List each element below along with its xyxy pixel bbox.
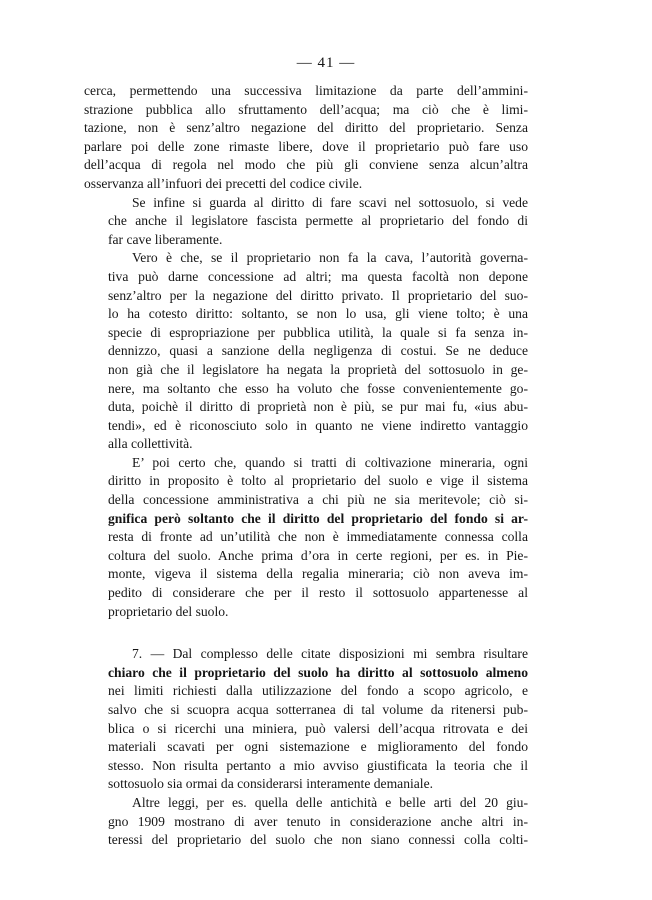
text-line: tazione, non è senz’altro negazione del diritto del proprietario. Senza <box>84 120 528 136</box>
text-line: specie di espropriazione per pubblica utilità, la quale si fa senza in- <box>108 324 528 340</box>
text-line: cerca, permettendo una successiva limitazione da parte dell’ammini- <box>84 83 528 98</box>
text-line: gno 1909 mostrano di aver tenuto in considerazione anche altri in- <box>108 813 528 829</box>
text-line: pedito di considerare che per il resto il sottosuolo appartenesse al <box>108 585 528 601</box>
page-number: — 41 — <box>296 55 356 71</box>
text-line: Se infine si guarda al diritto di fare scavi nel sottosuolo, si vede <box>132 194 528 210</box>
text-line: resta di fronte ad un’utilità che non è immediatamente connessa colla <box>108 529 528 545</box>
text-line: lo ha cotesto diritto: soltanto, se non lo usa, gli viene tolto; è una <box>108 306 528 322</box>
text-line: monte, vigeva il sistema della regalia mineraria; ciò non aveva im- <box>108 566 528 582</box>
text-line: proprietario del suolo. <box>108 603 229 619</box>
text-line: nei limiti richiesti dalla utilizzazione del fondo a scopo agricolo, e <box>108 683 528 699</box>
text-line: blica o si ricerchi una miniera, può valersi dell’acqua ritrovata e dei <box>108 720 528 736</box>
text-line: dell’acqua di regola nel modo che più gli conviene senza alcun’altra <box>84 157 528 173</box>
text-line: osservanza all’infuori dei precetti del codice civile. <box>84 175 363 191</box>
text-line: sottosuolo sia ormai da considerarsi interamente demaniale. <box>108 776 434 792</box>
text-line: chiaro che il proprietario del suolo ha diritto al sottosuolo almeno <box>108 664 528 680</box>
text-line: diritto in proposito è tolto al proprietario del suolo e vige il sistema <box>108 473 528 489</box>
text-line: tendi», ed è riconosciuto solo in quanto ne viene indiretto vantaggio <box>108 417 528 433</box>
text-line: non già che il legislatore ha negata la proprietà del sottosuolo in ge- <box>108 361 528 377</box>
text-line: tiva può darne concessione ad altri; ma questa facoltà non depone <box>108 268 528 284</box>
body-text <box>84 82 528 850</box>
text-line: che anche il legislatore fascista permette al proprietario del fondo di <box>108 213 528 229</box>
text-line: duta, poichè il diritto di proprietà non è più, se pur mai fu, «ius abu- <box>108 399 528 415</box>
text-line: stesso. Non risulta pertanto a mio avviso giustificata la teoria che il <box>108 757 528 773</box>
paragraph-3 <box>84 249 528 454</box>
text-line: Altre leggi, per es. quella delle antichità e belle arti del 20 giu- <box>132 794 528 810</box>
paragraph-1 <box>84 82 528 194</box>
text-line: dennizzo, quasi a sanzione della negligenza di costui. Se ne deduce <box>108 343 528 359</box>
text-line: gnifica però soltanto che il diritto del proprietario del fondo si ar- <box>108 510 528 526</box>
text-line: senz’altro per la negazione del diritto privato. Il proprietario del suo- <box>108 287 528 303</box>
text-line: alla collettività. <box>108 436 193 452</box>
paragraph-6 <box>84 794 528 850</box>
paragraph-4 <box>84 454 528 621</box>
text-line: 7. — Dal complesso delle citate disposizioni mi sembra risultare <box>132 646 528 662</box>
text-line: teressi del proprietario del suolo che non siano connessi colla colti- <box>108 832 528 848</box>
text-line: coltura del suolo. Anche prima d’ora in certe regioni, per es. in Pie- <box>108 547 528 563</box>
text-line: strazione pubblica allo sfruttamento dell’acqua; ma ciò che è limi- <box>84 101 528 117</box>
text-line: materiali scavati per ogni sistemazione e miglioramento del fondo <box>108 739 528 755</box>
text-line: della concessione amministrativa a chi più ne sia meritevole; ciò si- <box>108 492 528 508</box>
paragraph-5 <box>84 645 528 794</box>
text-line: nere, ma soltanto che esso ha voluto che fosse convenientemente go- <box>108 380 528 396</box>
text-line: far cave liberamente. <box>108 231 223 247</box>
text-line: Vero è che, se il proprietario non fa la cava, l’autorità governa- <box>132 250 528 266</box>
text-line: salvo che si scuopra acqua sotterranea di tal volume da ritenersi pub- <box>108 702 528 717</box>
text-line: parlare poi delle zone rimaste libere, dove il proprietario può fare uso <box>84 138 528 154</box>
text-line: E’ poi certo che, quando si tratti di coltivazione mineraria, ogni <box>132 454 528 470</box>
paragraph-2 <box>84 194 528 250</box>
